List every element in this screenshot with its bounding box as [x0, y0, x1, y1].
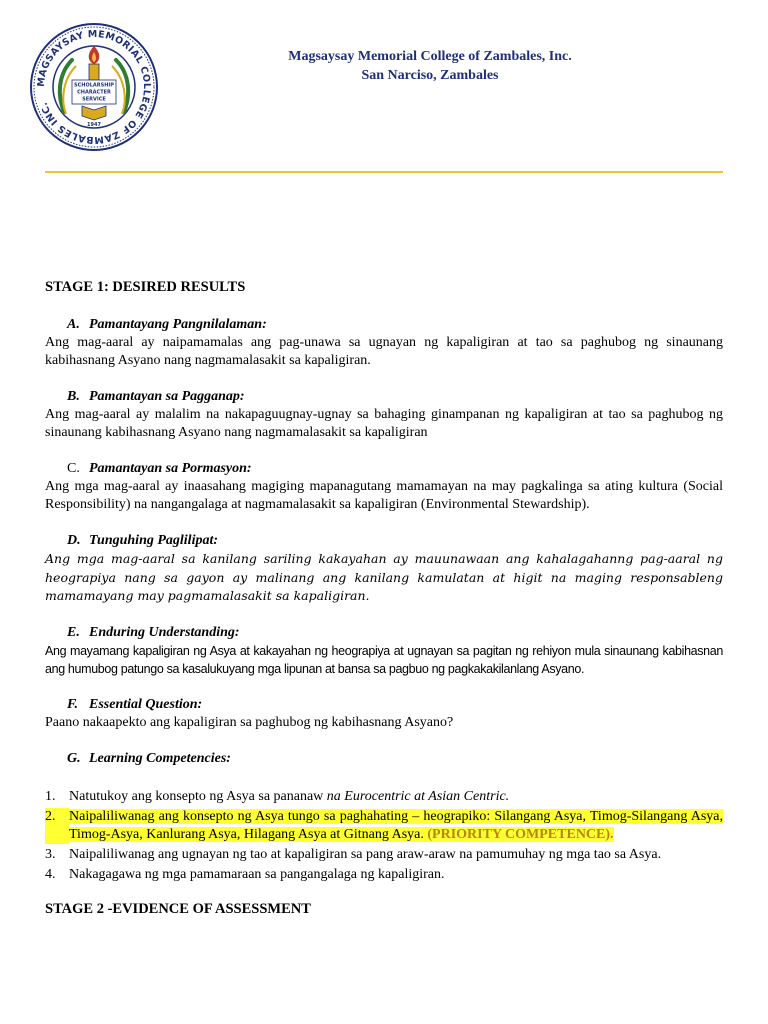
seal-banner-line-3: SERVICE — [82, 96, 106, 103]
lesson-content — [45, 278, 723, 918]
list-item: 1. Natutukoy ang konsepto ng Asya sa pananaw na Eurocentric at Asian Centric. — [45, 788, 510, 804]
institution-name: Magsaysay Memorial College of Zambales, Inc. — [288, 49, 572, 64]
section-g — [45, 750, 723, 884]
section-body: Ang mag-aaral ay malalim na nakapaguugnay-ugnay sa bahaging ginampanan ng kapaligiran at tao sa paghubog ng sinaunang kabihasnang Asyano nang nagmamalasakit sa kapaligiran — [45, 407, 723, 440]
section-heading: Enduring Understanding: — [89, 624, 240, 640]
list-item: 4. Nakagagawa ng mga pamamaraan sa pangangalaga ng kapaligiran. — [45, 866, 445, 882]
seal-year: 1947 — [87, 122, 101, 128]
section-heading: Learning Competencies: — [89, 750, 231, 766]
section-heading: Tunguhing Paglilipat: — [89, 533, 219, 548]
competency-list — [45, 788, 723, 884]
section-body: Ang mag-aaral ay naipamamalas ang pag-unawa sa ugnayan ng kapaligiran at tao sa paghubog ng sinaunang kabihasnang Asyano nang nagmamalasakit sa kapaligiran. — [45, 335, 723, 368]
section-body: Paano nakaapekto ang kapaligiran sa paghubog ng kabihasnang Asyano? — [45, 714, 454, 730]
section-body: Ang mga mag-aaral sa kanilang sariling kakayahan ay mauunawaan ang kahalagahanng pag-aaral ng heograpiya nang sa gayon ay malinang ang kanilang kamulatan at higit na maging responsableng mamamayang may pagmamalasakit sa kapaligiran. — [45, 551, 723, 603]
list-item: 2. Naipaliliwanag ang konsepto ng Asya tungo sa paghahating – heograpiko: Silangang Asya, Timog-Silangang Asya, Timog-Asya, Kanlurang Asya, Hilagang Asya at Gitnang Asya. (PRIORITY COMPETENCE). — [45, 808, 723, 842]
section-body: Ang mga mag-aaral ay inaasahang magiging mapanagutang mamamayan na may pagkalinga sa ating kultura (Social Responsibility) na nangangalaga at nagmamalasakit sa kapaligiran (Environmental Stewardship). — [45, 479, 723, 512]
list-item: 3. Naipaliliwanag ang ugnayan ng tao at kapaligiran sa pang araw-araw na pamumuhay ng mga tao sa Asya. — [45, 846, 662, 862]
section-heading: Pamantayan sa Pormasyon: — [89, 461, 252, 476]
stage2-title: STAGE 2 -EVIDENCE OF ASSESSMENT — [45, 900, 311, 917]
priority-label: (PRIORITY COMPETENCE). — [427, 826, 614, 842]
seal-banner-line-1: SCHOLARSHIP — [74, 82, 114, 89]
section-f — [45, 696, 723, 732]
section-e — [45, 624, 723, 678]
section-heading: Pamantayang Pangnilalaman: — [89, 317, 267, 332]
section-b — [45, 388, 723, 442]
section-a — [45, 316, 723, 370]
section-letter: D. — [67, 533, 81, 548]
section-c — [45, 460, 723, 514]
document-header — [230, 47, 630, 85]
section-letter: A. — [67, 317, 80, 332]
stage1-title: STAGE 1: DESIRED RESULTS — [45, 279, 246, 295]
section-heading: Pamantayan sa Pagganap: — [89, 389, 245, 404]
section-letter: B. — [67, 389, 80, 404]
section-letter: E. — [67, 624, 80, 640]
college-seal-logo — [30, 22, 158, 152]
section-body: Ang mayamang kapaligiran ng Asya at kakayahan ng heograpiya at ugnayan sa pagitan ng rehiyon mula sinaunang kabihasnan ang humubog patungo sa kasalukuyang mga lipunan at bansa sa pagbuo ng pagkakakilanlang Asyano. — [45, 643, 723, 676]
section-heading: Essential Question: — [89, 696, 203, 712]
header-divider — [45, 171, 723, 173]
institution-location: San Narciso, Zambales — [361, 68, 499, 83]
section-letter: C. — [67, 461, 80, 476]
section-letter: G. — [67, 750, 81, 766]
seal-banner-line-2: CHARACTER — [77, 89, 111, 96]
section-letter: F. — [67, 696, 79, 712]
section-d — [45, 532, 723, 606]
seal-ring-text: MAGSAYSAY MEMORIAL COLLEGE OF ZAMBALES INC. — [35, 28, 153, 146]
